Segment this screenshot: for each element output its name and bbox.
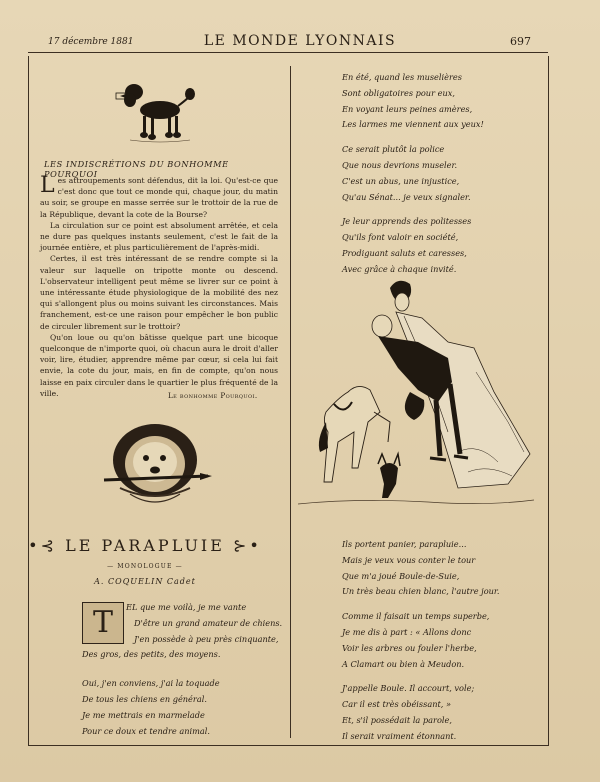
- stanza: [342, 537, 542, 600]
- verse-line: Que nous devrions museler.: [342, 159, 458, 170]
- poem-right-bottom: [342, 537, 542, 754]
- verse-line: Et, s'il possédait la parole,: [342, 714, 452, 725]
- page-number: 697: [510, 35, 531, 48]
- masthead-title: LE MONDE LYONNAIS: [203, 33, 397, 49]
- article-signature: Le bonhomme Pourquoi.: [168, 391, 258, 400]
- poem-author: A. COQUELIN Cadet: [94, 577, 196, 586]
- verse-line: Un très beau chien blanc, l'autre jour.: [342, 586, 500, 597]
- verse-line: Qu'ils font valoir en société,: [342, 232, 459, 243]
- stanza: [342, 609, 542, 672]
- verse-line: Je leur apprends des politesses: [342, 216, 472, 227]
- verse-line: Il serait vraiment étonnant.: [342, 730, 457, 741]
- verse-line: En voyant leurs peines amères,: [342, 103, 473, 114]
- stanza: [82, 600, 282, 663]
- stanza: [342, 214, 542, 277]
- stanza: [342, 681, 542, 744]
- verse-line: Comme il faisait un temps superbe,: [342, 611, 490, 622]
- stanza: [342, 70, 542, 133]
- poem-subtitle: — MONOLOGUE —: [107, 563, 183, 570]
- article-dropcap: L: [40, 173, 55, 198]
- column-divider: [290, 66, 291, 738]
- poem-title: •⊰ LE PARAPLUIE ⊱•: [28, 536, 262, 555]
- article-paragraph: Qu'on loue ou qu'on bâtisse quelque part une bicoque quelconque de n'importe quoi, où chacun aura le droit d'aller voir, lire, étudier, apprendre même par cœur, si cela lui fait envie, la cote du jour, mais, en fin de compte, qu'on nous laisse en paix circuler dans le quartier le plus fréquenté de la ville.: [40, 332, 278, 398]
- dog-face-icon: [100, 418, 215, 523]
- issue-date: 17 décembre 1881: [48, 37, 134, 47]
- verse-line: Avec grâce à chaque invité.: [342, 263, 457, 274]
- header-rule: [28, 52, 548, 53]
- verse-line: EL que me voilà, je me vante: [126, 602, 247, 612]
- verse-line: Mais je veux vous conter le tour: [342, 554, 476, 565]
- verse-line: Oui, j'en conviens, j'ai la toquade: [82, 678, 220, 689]
- article-paragraph: La circulation sur ce point est absolument arrêtée, et cela ne dure pas quelques instants seulement, c'est le fait de la journée entière, et plus particulièrement de l'après-midi.: [40, 220, 278, 253]
- poem-right-top: [342, 70, 542, 287]
- ornament-left: •⊰: [28, 536, 66, 555]
- verse-line: Pour ce doux et tendre animal.: [82, 725, 210, 736]
- verse-line: Voir les arbres ou fouler l'herbe,: [342, 642, 477, 653]
- verse-line: Je me dis à part : « Allons donc: [342, 626, 472, 637]
- article-body: [40, 175, 278, 399]
- verse-line: D'être un grand amateur de chiens.: [134, 617, 283, 628]
- article-paragraph: Certes, il est très intéressant de se rendre compte si la valeur sur laquelle on tripotte monte ou descend. L'observateur intelligent peut même se livrer sur ce point à une intéressante étude physiologique de la mobilité des nez qui s'allongent plus ou moins suivant les circonstances. Mais franchement, est-ce une raison pour empêcher le bon public de circuler librement sur le trottoir?: [40, 254, 278, 331]
- verse-line: Sont obligatoires pour eux,: [342, 87, 455, 98]
- verse-line: A Clamart ou bien à Meudon.: [342, 658, 465, 669]
- ornament-right: ⊱•: [224, 536, 262, 555]
- poem-left-column: [82, 600, 282, 748]
- stanza: [82, 676, 282, 739]
- verse-line: C'est un abus, une injustice,: [342, 175, 460, 186]
- article-title: LES INDISCRÉTIONS DU BONHOMME POURQUOI: [44, 159, 229, 179]
- verse-line: De tous les chiens en général.: [82, 693, 207, 704]
- left-border: [28, 56, 29, 746]
- verse-line: J'appelle Boule. Il accourt, vole;: [342, 683, 475, 694]
- verse-line: Qu'au Sénat... je veux signaler.: [342, 191, 471, 202]
- verse-line: Que m'a joué Boule-de-Suie,: [342, 570, 460, 581]
- lady-dogs-icon: [298, 272, 538, 522]
- poem-dropcap: T: [82, 602, 124, 644]
- stanza: [342, 142, 542, 205]
- verse-line: En été, quand les muselières: [342, 72, 462, 82]
- verse-line: Des gros, des petits, des moyens.: [82, 649, 221, 660]
- verse-line: Ils portent panier, parapluie...: [342, 539, 467, 549]
- verse-line: J'en possède à peu près cinquante,: [134, 633, 279, 644]
- right-border: [548, 56, 549, 746]
- article-paragraph: Les attroupements sont défendus, dit la loi. Qu'est-ce que c'est donc que tout ce monde qui, chaque jour, du matin au soir, se groupe en masse serrée sur le trottoir de la rue de la République, devant la cote de la Bourse?: [40, 173, 278, 219]
- verse-line: Je me mettrais en marmelade: [82, 709, 205, 720]
- verse-line: Ce serait plutôt la police: [342, 144, 445, 155]
- verse-line: Les larmes me viennent aux yeux!: [342, 119, 484, 130]
- poodle-icon: [110, 72, 205, 147]
- verse-line: Prodiguant saluts et caresses,: [342, 247, 467, 258]
- verse-line: Car il est très obéissant, »: [342, 699, 451, 710]
